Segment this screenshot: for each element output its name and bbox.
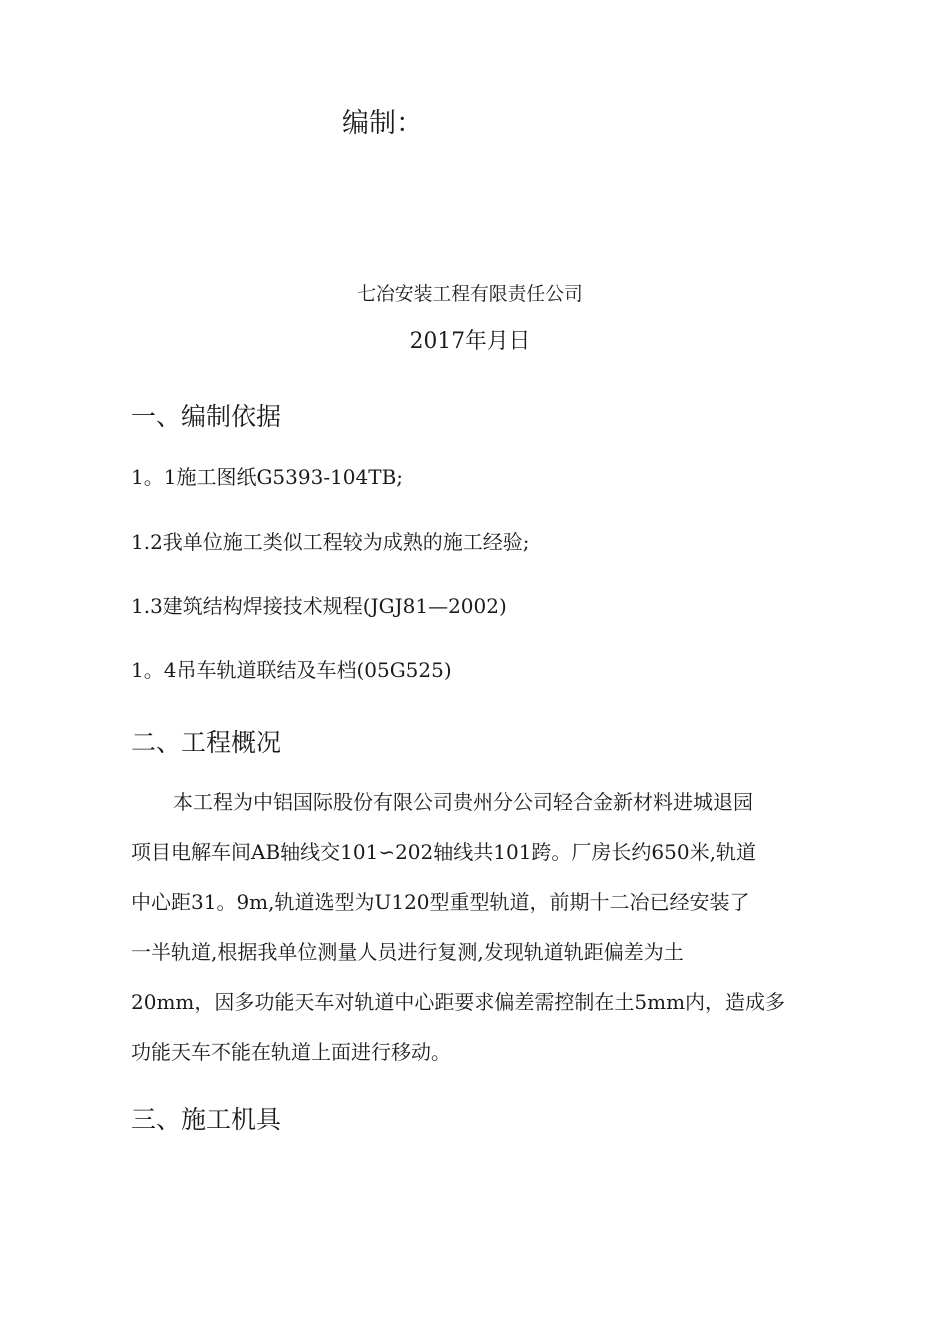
overview-paragraph-line: 项目电解车间AB轴线交101∽202轴线共101跨。厂房长约650米,轨道	[131, 840, 756, 864]
basis-item: 1。1施工图纸G5393-104TB;	[131, 465, 404, 489]
section-heading-basis: 一、编制依据	[131, 402, 282, 431]
basis-item: 1.2我单位施工类似工程较为成熟的施工经验;	[131, 530, 530, 554]
section-heading-overview: 二、工程概况	[131, 728, 282, 757]
basis-item: 1。4吊车轨道联结及车档(05G525)	[131, 658, 452, 682]
overview-paragraph-line: 功能天车不能在轨道上面进行移动。	[131, 1040, 451, 1064]
overview-paragraph-line: 20mm，因多功能天车对轨道中心距要求偏差需控制在土5mm内，造成多	[131, 990, 786, 1014]
section-heading-machinery: 三、施工机具	[131, 1105, 282, 1134]
document-date: 2017年月日	[409, 329, 531, 354]
overview-paragraph-line: 本工程为中铝国际股份有限公司贵州分公司轻合金新材料进城退园	[173, 790, 753, 814]
compiler-label: 编制：	[342, 108, 423, 139]
basis-item: 1.3建筑结构焊接技术规程(JGJ81—2002)	[131, 594, 507, 618]
overview-paragraph-line: 中心距31。9m,轨道选型为U120型重型轨道，前期十二冶已经安装了	[131, 890, 750, 914]
company-name: 七冶安装工程有限责任公司	[357, 283, 583, 305]
overview-paragraph-line: 一半轨道,根据我单位测量人员进行复测,发现轨道轨距偏差为土	[131, 940, 684, 964]
